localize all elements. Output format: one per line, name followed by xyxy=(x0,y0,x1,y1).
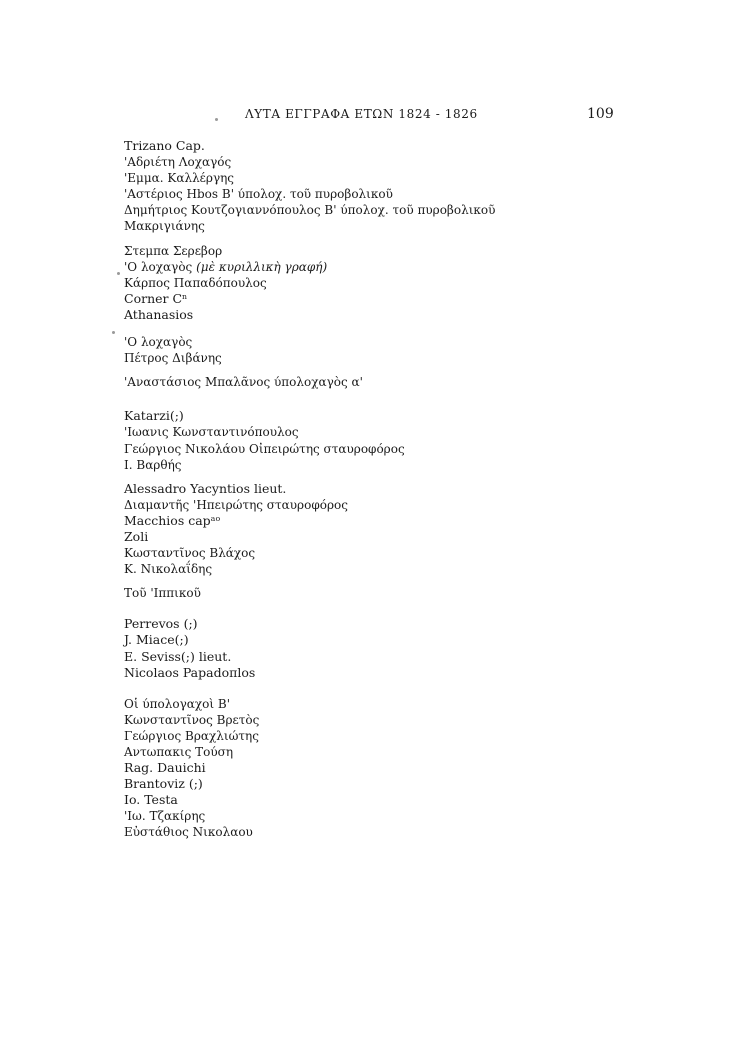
list-line: Katarzi(;) xyxy=(124,408,184,424)
list-line: 'Εμμα. Καλλέργης xyxy=(124,171,235,186)
list-line: Κωνσταντῖνος Βρετὸς xyxy=(124,712,260,727)
list-line: Διαμαντῆς 'Ηπειρώτης σταυροφόρος xyxy=(124,497,348,512)
list-line: Nicolaos Papadoπlos xyxy=(124,664,256,680)
list-line: Στεμπα Σερεβορ xyxy=(124,243,223,258)
list-line: Πέτρος Διβάνης xyxy=(124,351,222,366)
list-line: K. Νικολαΐδης xyxy=(124,562,213,577)
section-heading: Τοῦ 'Ιππικοῦ xyxy=(124,586,201,601)
list-line: 'Ο λοχαγὸς xyxy=(124,335,193,350)
list-line: Zoli xyxy=(124,528,149,544)
list-line: Brantoviz (;) xyxy=(124,776,203,792)
list-line: Io. Testa xyxy=(124,792,178,808)
list-line: Μακριγιάνης xyxy=(124,219,205,234)
list-line: 'Αδριέτη Λοχαγός xyxy=(124,155,232,170)
list-line: Trizano Cap. xyxy=(124,138,205,153)
list-line: Macchios capᵃᵒ xyxy=(124,512,221,528)
list-line: 'Αστέριος Hbos B' ύπολοχ. τοῦ πυροβολικοῦ xyxy=(124,187,393,202)
list-line: Alessadro Yacyntios lieut. xyxy=(124,480,287,496)
list-line: Δημήτριος Κουτζογιαννόπουλος B' ύπολοχ. τοῦ πυροβολικοῦ xyxy=(124,203,496,218)
list-line: Rag. Dauichi xyxy=(124,760,206,776)
list-line: Κωσταντῖνος Βλάχος xyxy=(124,546,256,561)
editorial-note: (μὲ κυριλλικὴ γραφή) xyxy=(196,259,328,274)
list-line: Γεώργιος Βραχλιώτης xyxy=(124,728,259,743)
list-line: 'Ιωανις Κωνσταντινόπουλος xyxy=(124,425,299,440)
list-line: Γεώργιος Νικολάου Οἰπειρώτης σταυροφόρος xyxy=(124,441,405,456)
section-heading: Οἱ ύπολογαχοὶ B' xyxy=(124,696,231,711)
scan-speck xyxy=(117,272,120,275)
list-line xyxy=(124,259,624,275)
list-line-text: 'Ο λοχαγὸς xyxy=(124,259,193,274)
page-number: 109 xyxy=(587,106,614,122)
list-line: Κάρπος Παπαδόπουλος xyxy=(124,275,267,290)
list-line: E. Seviss(;) lieut. xyxy=(124,648,232,664)
running-header: ΛΥΤΑ ΕΓΓΡΑΦΑ ΕΤΩΝ 1824 - 1826 xyxy=(245,107,478,121)
list-line: J. Miace(;) xyxy=(124,632,189,648)
scan-speck xyxy=(215,118,218,121)
list-line: I. Βαρθής xyxy=(124,457,182,472)
list-line: 'Αναστάσιος Μπαλᾶνος ύπολοχαγὸς α' xyxy=(124,375,363,390)
list-line: Αντωπακις Τούση xyxy=(124,745,234,759)
list-line: Εὐστάθιος Νικολαου xyxy=(124,825,253,840)
list-line: Athanasios xyxy=(124,306,194,322)
list-line: Perrevos (;) xyxy=(124,616,198,632)
list-line: 'Ιω. Τζακίρης xyxy=(124,809,206,824)
name-list xyxy=(124,138,624,841)
scan-speck xyxy=(112,331,115,334)
list-line: Corner Cⁿ xyxy=(124,290,188,306)
